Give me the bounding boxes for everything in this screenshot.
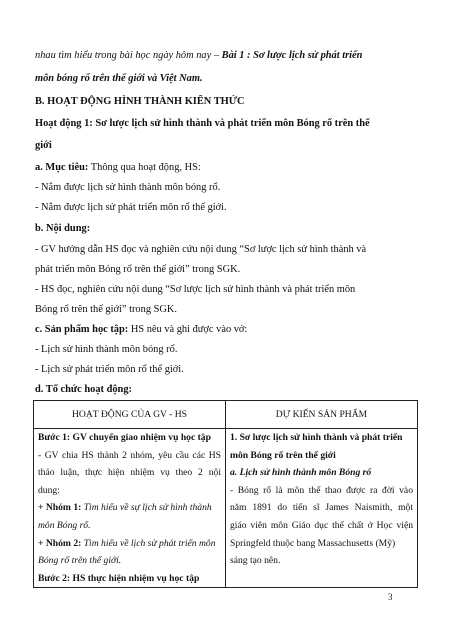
product-item-2: - Lịch sử phát triển môn rổ thế giới. <box>35 364 184 375</box>
right-line-2: năm 1891 do tiến sĩ James Naismith, một <box>230 502 413 514</box>
content-heading: b. Nội dung: <box>35 223 91 234</box>
right-line-3: giáo viên môn Giáo dục thể chất ở Học viện <box>230 519 413 531</box>
content-p1-line-1: - GV hướng dẫn HS đọc và nghiên cứu nội dung “Sơ lược lịch sử hình thành và <box>35 244 367 255</box>
intro-line-2: môn bóng rổ trên thế giới và Việt Nam. <box>35 73 203 84</box>
activity1-title-line-2: giới <box>35 140 52 151</box>
right-line-4: Springfeld thuộc bang Massachusetts (Mỹ) <box>230 537 396 549</box>
right-subtitle: a. Lịch sử hình thành môn Bóng rổ <box>230 467 372 479</box>
right-line-1: - Bóng rổ là môn thể thao được ra đời vào <box>230 484 413 496</box>
left-line-3: dung: <box>38 484 60 496</box>
activity-table <box>33 400 418 588</box>
right-title-line-1: 1. Sơ lược lịch sử hình thành và phát triển <box>230 432 403 443</box>
table-header-expected-product: DỰ KIẾN SẢN PHẨM <box>226 401 418 429</box>
group-2-line-1: + Nhóm 2: Tìm hiểu về lịch sử phát triển môn <box>38 537 216 549</box>
content-p2-line-2: Bóng rổ trên thế giới” trong SGK. <box>35 304 177 315</box>
table-cell-products <box>226 429 418 588</box>
intro-line-1: nhau tìm hiểu trong bài học ngày hôm nay – Bài 1 : Sơ lược lịch sử phát triển <box>35 50 363 61</box>
group-2-line-2: Bóng rổ trên thế giới. <box>38 555 122 567</box>
right-line-5: sáng tạo nên. <box>230 555 281 567</box>
group-1-line-1: + Nhóm 1: Tìm hiểu về sự lịch sử hình thành <box>38 502 212 514</box>
left-line-1: - GV chia HS thành 2 nhóm, yêu cầu các HS <box>38 449 221 461</box>
goal-heading-line: a. Mục tiêu: Thông qua hoạt động, HS: <box>35 162 201 173</box>
page-number: 3 <box>388 592 393 602</box>
content-p2-line-1: - HS đọc, nghiên cứu nội dung “Sơ lược lịch sử hình thành và phát triển môn <box>35 284 356 295</box>
content-p1-line-2: phát triển môn Bóng rổ trên thế giới” trong SGK. <box>35 264 241 275</box>
activity1-title-line-1: Hoạt động 1: Sơ lược lịch sử hình thành và phát triển môn Bóng rổ trên thế <box>35 118 370 129</box>
product-item-1: - Lịch sử hình thành môn bóng rổ. <box>35 344 178 355</box>
right-title-line-2: môn Bóng rổ trên thế giới <box>230 449 336 461</box>
left-line-2: thảo luận, thực hiện nhiệm vụ theo 2 nội <box>38 467 221 479</box>
table-cell-activities <box>34 429 226 588</box>
goal-item-1: - Nắm được lịch sử hình thành môn bóng rổ. <box>35 182 221 193</box>
goal-item-2: - Nắm được lịch sử phát triển môn rổ thế giới. <box>35 202 227 213</box>
table-header-teacher-student: HOẠT ĐỘNG CỦA GV - HS <box>34 401 226 429</box>
product-heading-line: c. Sản phẩm học tập: HS nêu và ghi được vào vở: <box>35 324 248 335</box>
step-1: Bước 1: GV chuyển giao nhiệm vụ học tập <box>38 432 211 443</box>
step-2: Bước 2: HS thực hiện nhiệm vụ học tập <box>38 572 200 584</box>
section-b-title: B. HOẠT ĐỘNG HÌNH THÀNH KIẾN THỨC <box>35 96 245 107</box>
organize-heading: d. Tổ chức hoạt động: <box>35 384 132 395</box>
group-1-line-2: môn Bóng rổ. <box>38 519 91 531</box>
